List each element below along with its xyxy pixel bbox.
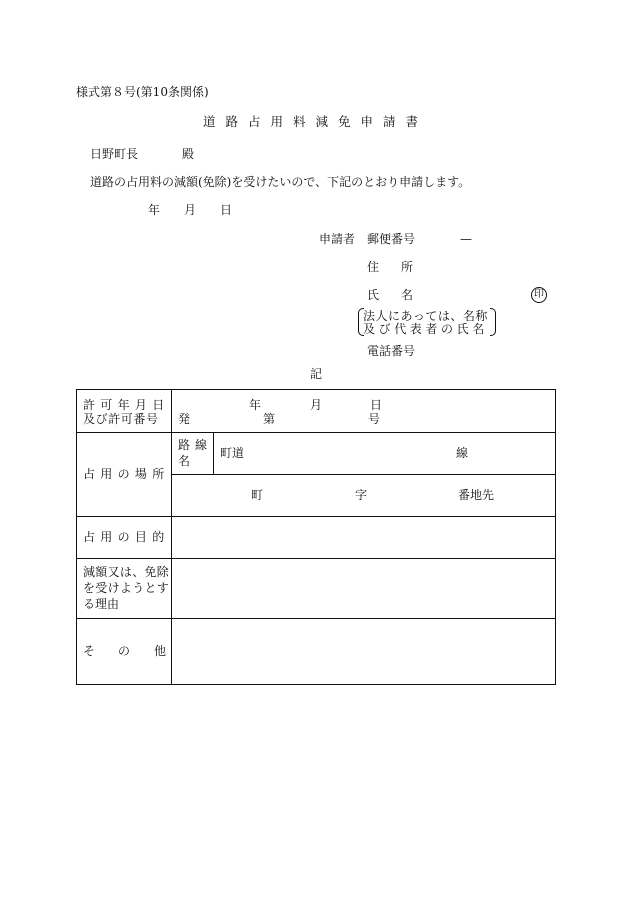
applicant-label: 申請者 (319, 232, 356, 246)
permit-label-line1: 許可年月日 (83, 398, 170, 412)
right-bracket (490, 308, 496, 336)
permit-number-dai: 第 (263, 412, 276, 426)
purpose-label: 占用の目的 (83, 530, 170, 544)
route-suffix: 線 (456, 446, 469, 460)
row-divider (77, 516, 555, 517)
row-divider (77, 618, 555, 619)
honorific: 殿 (182, 147, 195, 161)
permit-day: 日 (370, 398, 383, 412)
route-prefix: 町道 (220, 446, 245, 460)
column-divider (213, 432, 214, 474)
record-label: 記 (310, 367, 323, 381)
corporation-note (358, 308, 496, 335)
reason-label-line1: 減額又は、免除 (83, 565, 170, 579)
address-label-2: 所 (401, 260, 414, 274)
row-divider (171, 474, 555, 475)
route-label-line1: 路線 (178, 438, 213, 452)
permit-number-go: 号 (368, 412, 381, 426)
application-table (76, 389, 556, 685)
row-divider (77, 432, 555, 433)
date-day-label: 日 (220, 203, 233, 217)
name-label-1: 氏 (367, 288, 380, 302)
intro-text: 道路の占用料の減額(免除)を受けたいので、下記のとおり申請します。 (90, 175, 471, 189)
corporation-note-line1: 法人にあっては、名称 (363, 309, 488, 323)
route-label-line2: 名 (178, 454, 191, 468)
form-number: 様式第８号(第10条関係) (76, 85, 209, 99)
row-divider (77, 558, 555, 559)
document-title: 道路占用料減免申請書 (203, 114, 429, 129)
other-label-1: そ (83, 644, 96, 658)
banchi-label: 番地先 (458, 488, 495, 502)
column-divider (171, 390, 172, 684)
corporation-note-line2: 及び代表者の氏名 (363, 322, 488, 336)
postal-code-dash: — (460, 232, 472, 246)
location-label: 占用の場所 (83, 467, 170, 481)
permit-issue: 発 (178, 412, 191, 426)
phone-label: 電話番号 (367, 344, 416, 358)
addressee: 日野町長 (90, 147, 139, 161)
permit-year: 年 (249, 398, 262, 412)
date-month-label: 月 (184, 203, 197, 217)
aza-label: 字 (355, 488, 368, 502)
other-label-2: の (118, 644, 131, 658)
permit-label-line2: 及び許可番号 (83, 412, 159, 426)
town-label: 町 (251, 488, 264, 502)
postal-code-label: 郵便番号 (367, 232, 416, 246)
other-label-3: 他 (154, 644, 167, 658)
permit-month: 月 (310, 398, 323, 412)
reason-label-line2: を受けようとす (83, 581, 170, 595)
reason-label-line3: る理由 (83, 597, 120, 611)
name-label-2: 名 (401, 288, 414, 302)
address-label-1: 住 (367, 260, 380, 274)
seal-mark-icon: 印 (531, 287, 547, 303)
date-year-label: 年 (148, 203, 161, 217)
